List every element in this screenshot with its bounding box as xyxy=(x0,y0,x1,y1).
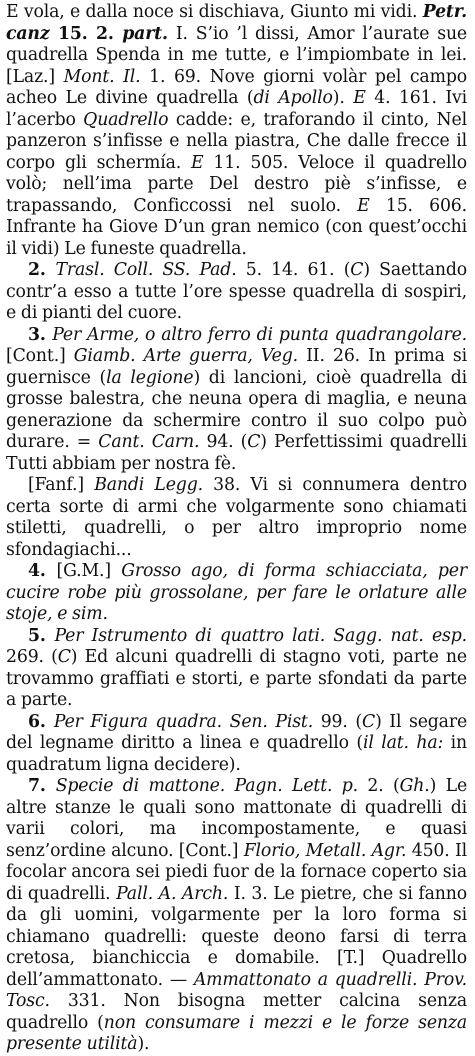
text-run: 3. xyxy=(28,324,53,345)
text-run: Per Figura quadra. Sen. Pist. xyxy=(53,711,314,732)
text-run: 5. xyxy=(28,625,55,646)
paragraph-quadrella-citations xyxy=(6,2,467,260)
text-run: 4. 161. Ivi l’acerbo xyxy=(6,88,468,130)
text-run: Petr. canz xyxy=(6,2,467,44)
text-run: E xyxy=(357,195,370,216)
text-run: C xyxy=(57,647,71,667)
text-run: ) Perfettissimi quadrelli Tutti abbiam per nostra fè. xyxy=(6,432,467,474)
text-run: 450. Il focolar ancora sei piedi fuor de la fornace coperto sia di quadrelli. xyxy=(6,840,467,904)
text-run: il lat. ha: xyxy=(363,733,444,753)
text-run: 269. ( xyxy=(6,647,58,667)
text-run: 7. xyxy=(28,776,56,796)
sense-2-figurative xyxy=(6,260,467,325)
text-run: Grosso ago, di forma schiacciata, per cucire robe più grossolane, per fare le orlature alle stoje, e sim. xyxy=(6,561,467,624)
text-run: 15. 2. xyxy=(49,23,123,44)
text-run: [Cont.] xyxy=(6,346,74,366)
text-run: Per Istrumento di quattro lati. Sagg. nat. esp. xyxy=(54,625,467,646)
sense-3-fanf-citation xyxy=(6,475,467,561)
text-run: C xyxy=(350,260,364,280)
text-run: part. xyxy=(122,23,168,44)
text-run: 94. ( xyxy=(199,432,248,452)
text-run: la legione xyxy=(106,367,194,388)
sense-3-weapon xyxy=(6,325,467,476)
text-run: Pall. A. Arch. xyxy=(116,883,229,904)
sense-5-instrument xyxy=(6,626,467,712)
text-run: ) Le altre stanze le quali sono mattonate di quadrelli di varii colori, ma incompostamente, e quasi senz’ordine alcuno. [Cont.] xyxy=(6,776,468,861)
text-run: Mont. Il. xyxy=(63,66,141,87)
text-run: 4. xyxy=(28,561,57,581)
text-run: 38. Vi si connumera dentro certa sorte di armi che volgarmente sono chiamati stiletti, quadrelli, o per altro improprio nome sfondagiachi... xyxy=(6,475,467,560)
text-run: 331. Non bisogna metter calcina senza quadrello ( xyxy=(6,991,467,1033)
sense-7-brick xyxy=(6,776,467,1056)
text-run: Bandi Legg. xyxy=(94,475,203,495)
text-run: ). xyxy=(332,88,354,108)
text-run: E xyxy=(353,88,366,108)
text-run: Trasl. Coll. SS. Pad. xyxy=(55,260,237,280)
text-run: Gh. xyxy=(399,776,430,796)
text-run: [Fanf.] xyxy=(28,475,95,495)
text-run: C xyxy=(247,432,261,452)
text-run: cadde: e, traforando il cinto, Nel panzeron s’infisse e nella piastra, Che dalle frecce il corpo gli schermía. xyxy=(6,109,467,173)
text-run: ) Il segare del legname diritto a linea e quadrello ( xyxy=(6,711,468,753)
text-run: [G.M.] xyxy=(56,561,122,581)
text-run: Florio, Metall. Agr. xyxy=(243,840,407,861)
text-run: 1. 69. Nove giorni volàr pel campo acheo Le divine quadrella ( xyxy=(6,66,467,108)
text-run: 15. 606. Infrante ha Giove D’un gran nemico (con quest’occhi il vidi) Le funeste quadrella. xyxy=(6,195,467,259)
text-run: non consumare i mezzi e le forze senza presente utilità xyxy=(6,1012,467,1054)
text-run: I. 3. Le pietre, che si fanno da gli uomini, volgarmente per la loro forma si chiamano quadrelli: queste deono farsi di terra cretosa, bianchiccia e domabile. [T.] Quadrello dell’ammattonato. — xyxy=(6,883,467,990)
text-run: in quadratum ligna decidere). xyxy=(6,733,467,775)
text-run: C xyxy=(361,711,376,732)
text-run: 6. xyxy=(28,711,54,732)
text-run: E vola, e dalla noce si dischiava, Giunto mi vidi. xyxy=(6,2,423,22)
text-run: 99. ( xyxy=(313,711,362,732)
text-run: Cant. Carn. xyxy=(98,432,200,452)
text-run: 5. 14. 61. ( xyxy=(236,260,351,280)
text-run: 2. xyxy=(28,260,56,280)
text-run: ) Saettando contr’a esso a tutte l’ore spesse quadrella di sospiri, e di pianti del cuore. xyxy=(6,260,467,323)
text-run: Giamb. Arte guerra, Veg. xyxy=(73,346,298,366)
text-run: Ammattonato a quadrelli. Prov. Tosc. xyxy=(6,969,468,1011)
text-run: 2. ( xyxy=(358,776,400,796)
text-run: 11. 505. Veloce il quadrello volò; nell’ima parte Del destro piè s’infisse, e trapassando, Conficcossi nel suolo. xyxy=(6,152,468,216)
sense-6-square-figure xyxy=(6,712,467,777)
text-run: Per Arme, o altro ferro di punta quadrangolare. xyxy=(52,324,468,345)
text-run: Quadrello xyxy=(83,109,169,130)
text-run: ) Ed alcuni quadrelli di stagno voti, parte ne trovammo graffiati e storti, e parte sfondati da parte a parte. xyxy=(6,647,467,710)
text-run: ). xyxy=(137,1034,150,1054)
text-run: II. 26. In prima si guernisce ( xyxy=(6,346,467,388)
text-run: ) di lancioni, cioè quadrella di grosse balestra, che neuna opera di maglia, e neuna generazione da schermire contro il suo colpo può durare. = xyxy=(6,367,468,452)
sense-4-needle xyxy=(6,561,467,626)
text-run: E xyxy=(191,152,204,173)
text-run: I. S’io ’l dissi, Amor l’aurate sue quadrella Spenda in me tutte, e l’impiombate in lei. [Laz.] xyxy=(6,23,467,87)
text-run: Specie di mattone. Pagn. Lett. p. xyxy=(55,776,359,796)
text-run: di Apollo xyxy=(253,88,333,108)
